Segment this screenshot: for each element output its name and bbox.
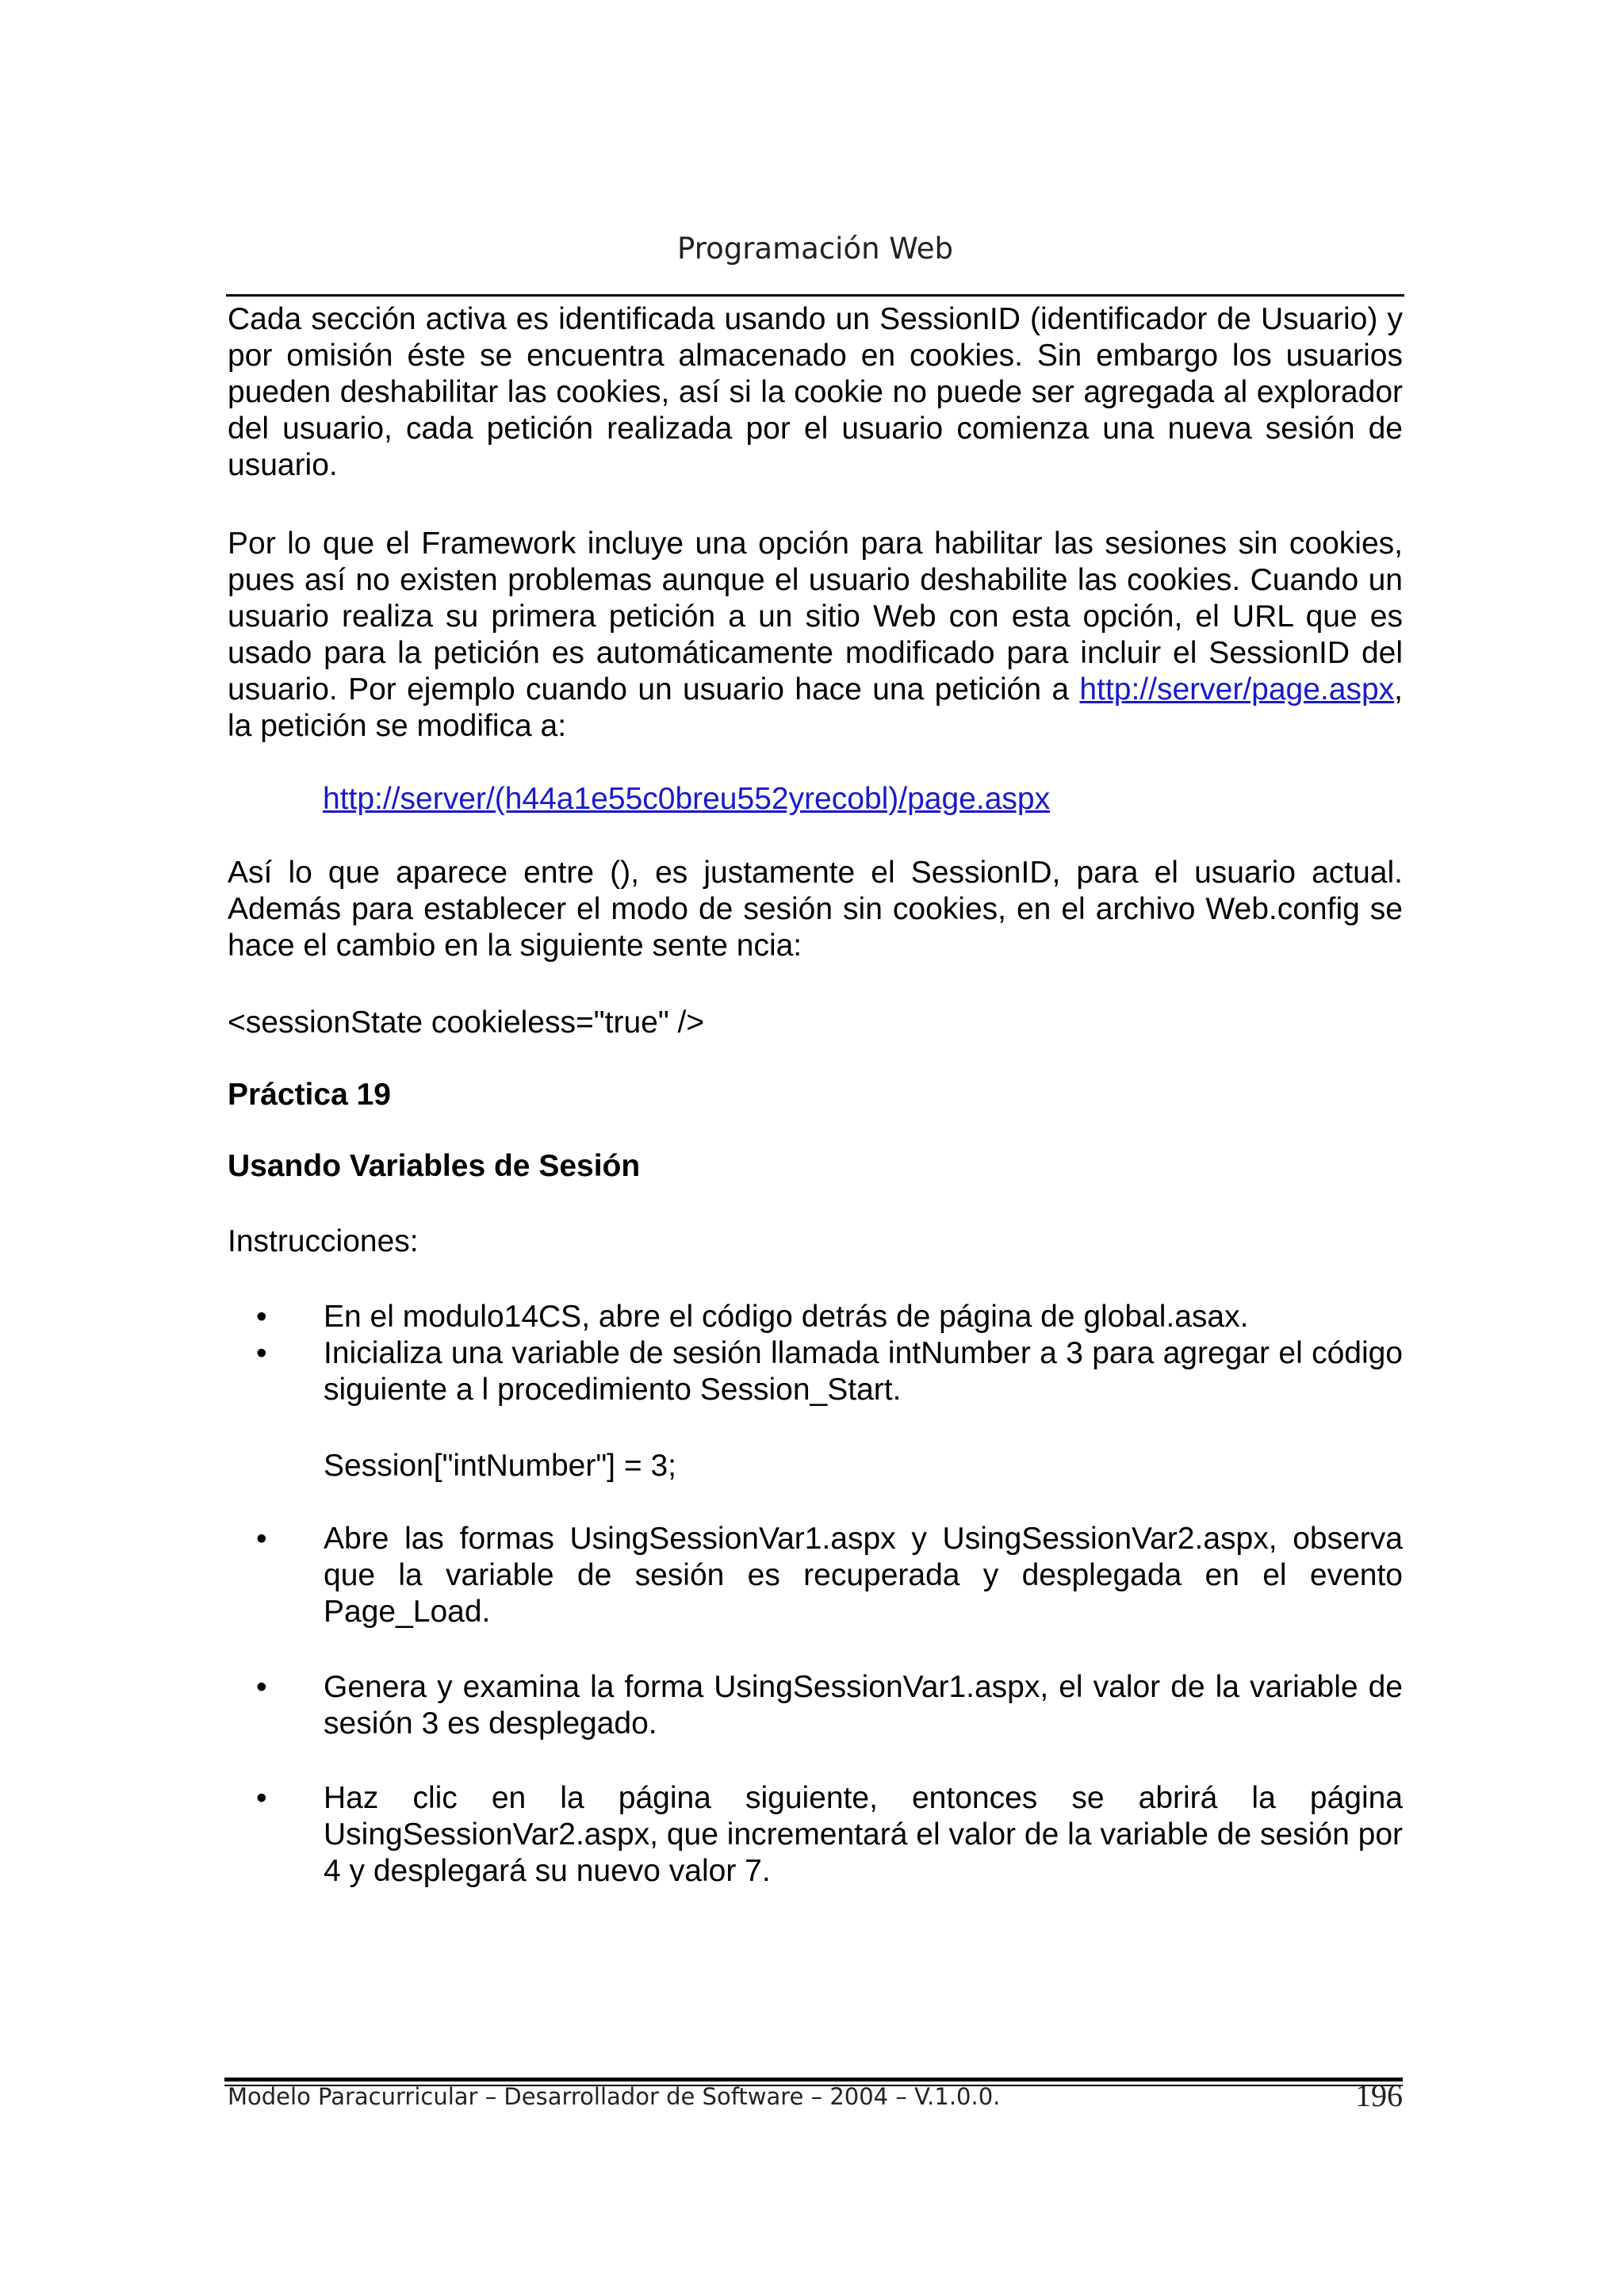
- practice-subtitle: Usando Variables de Sesión: [228, 1149, 641, 1183]
- list-item: Haz clic en la página siguiente, entonces se abrirá la página UsingSessionVar2.aspx, que incrementará el valor de la variable de sesión por 4 y desplegará su nuevo valor 7.: [324, 1781, 1403, 1888]
- bullet-marker: •: [256, 1670, 267, 1704]
- list-item: Abre las formas UsingSessionVar1.aspx y UsingSessionVar2.aspx, observa que la variable de sesión es recuperada y desplegada en el evento Page_Load.: [324, 1522, 1403, 1629]
- page-header-title: Programación Web: [677, 232, 953, 266]
- instructions-label: Instrucciones:: [228, 1224, 419, 1258]
- paragraph-cookieless: [228, 526, 1403, 745]
- footer-text: Modelo Paracurricular – Desarrollador de Software – 2004 – V.1.0.0.: [228, 2083, 1001, 2110]
- bullet-marker: •: [256, 1522, 267, 1556]
- session-code-line: Session["intNumber"] = 3;: [324, 1449, 676, 1483]
- example-url-link[interactable]: http://server/page.aspx: [1079, 672, 1395, 707]
- footer-divider: [224, 2078, 1403, 2081]
- practice-title: Práctica 19: [228, 1078, 391, 1112]
- header-divider: [226, 294, 1404, 297]
- list-item: Genera y examina la forma UsingSessionVar1.aspx, el valor de la variable de sesión 3 es desplegado.: [324, 1670, 1403, 1741]
- paragraph-cookieless-tail: , la petición se modifica a:: [228, 672, 1403, 743]
- page-number: 196: [1355, 2078, 1403, 2113]
- list-item: Inicializa una variable de sesión llamada intNumber a 3 para agregar el código siguiente a l procedimiento Session_Start.: [324, 1336, 1403, 1407]
- paragraph-sessionid-explain: Así lo que aparece entre (), es justamente el SessionID, para el usuario actual. Además para establecer el modo de sesión sin cookies, en el archivo Web.config se hace el cambio en la siguiente sente ncia:: [228, 856, 1403, 963]
- bullet-marker: •: [256, 1336, 267, 1370]
- paragraph-cookieless-text: Por lo que el Framework incluye una opción para habilitar las sesiones sin cookies, pues así no existen problemas aunque el usuario deshabilite las cookies. Cuando un usuario realiza su primera petición a un sitio Web con esta opción, el URL que es usado para la petición es automáticamente modificado para incluir el SessionID del usuario. Por ejemplo cuando un usuario hace una petición a: [228, 527, 1403, 707]
- paragraph-session-intro: Cada sección activa es identificada usando un SessionID (identificador de Usuario) y por omisión éste se encuentra almacenado en cookies. Sin embargo los usuarios pueden deshabilitar las cookies, así si la cookie no puede ser agregada al explorador del usuario, cada petición realizada por el usuario comienza una nueva sesión de usuario.: [228, 302, 1403, 482]
- config-code-line: <sessionState cookieless="true" />: [228, 1005, 705, 1040]
- list-item: En el modulo14CS, abre el código detrás de página de global.asax.: [324, 1300, 1249, 1334]
- modified-url-link[interactable]: http://server/(h44a1e55c0breu552yrecobl)/page.aspx: [323, 782, 1051, 816]
- bullet-marker: •: [256, 1781, 267, 1815]
- bullet-marker: •: [256, 1300, 267, 1334]
